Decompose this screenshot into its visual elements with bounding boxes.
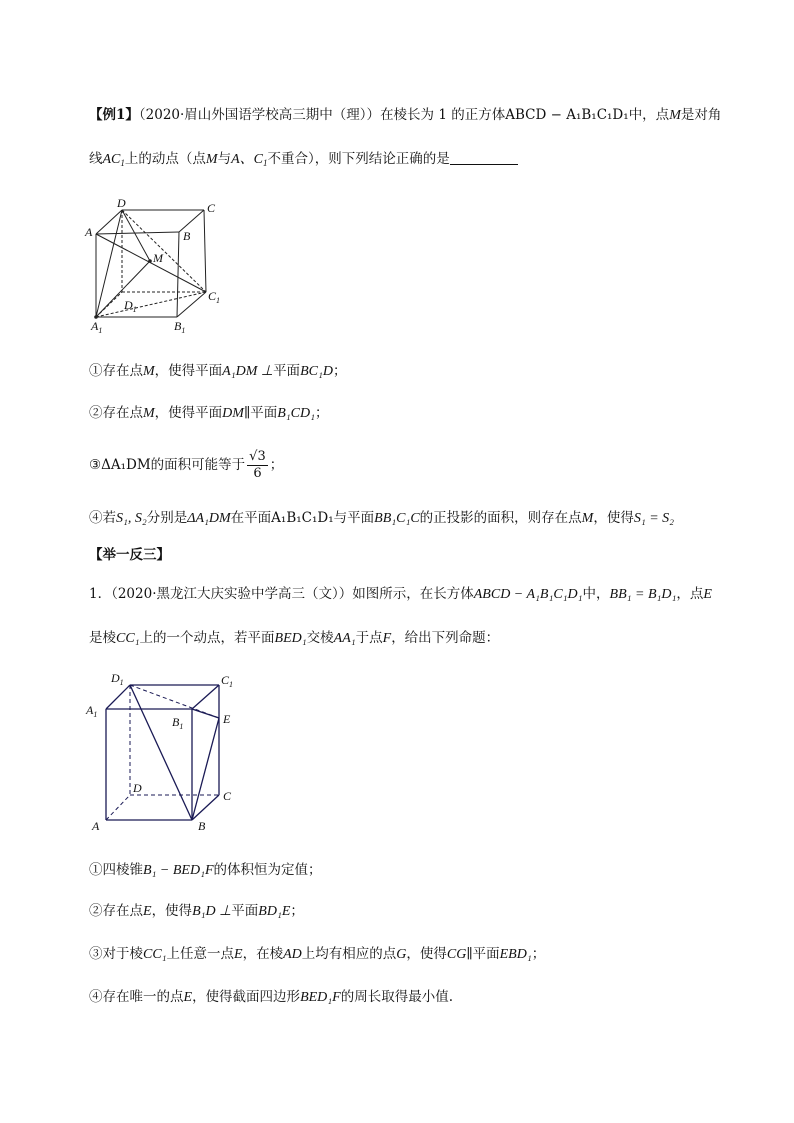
fraction bbox=[247, 449, 268, 482]
hidden-edge bbox=[106, 795, 130, 820]
text: ①存在点 bbox=[89, 363, 143, 379]
label-d1: $D_1$ bbox=[124, 298, 137, 314]
edge bbox=[204, 210, 206, 292]
problem-item-3 bbox=[89, 945, 545, 964]
text: ②存在点 bbox=[89, 903, 143, 919]
example-option-1 bbox=[89, 362, 346, 381]
label-b1: $B_1$ bbox=[174, 319, 186, 335]
math: BED₁F bbox=[300, 990, 341, 1005]
text: 交棱 bbox=[306, 630, 334, 646]
math: M bbox=[143, 364, 155, 379]
text: 平面 bbox=[273, 363, 301, 379]
point-m-dot bbox=[148, 259, 152, 263]
math: E bbox=[703, 587, 712, 602]
text: ，点 bbox=[676, 586, 704, 602]
math: A₁B₁C₁D₁ bbox=[271, 510, 334, 526]
diagonal-bd1 bbox=[130, 685, 192, 820]
edge bbox=[192, 795, 219, 820]
text: ，在棱 bbox=[242, 946, 284, 962]
example-line-2 bbox=[89, 150, 518, 172]
math: M bbox=[143, 406, 155, 421]
text: 在平面 bbox=[230, 510, 272, 526]
diag-ac1: $AC_1$ bbox=[102, 152, 125, 168]
example-tag: 【例1】 bbox=[89, 107, 139, 123]
text: 上的动点（点 bbox=[124, 151, 206, 167]
math: E bbox=[234, 947, 243, 962]
example-line-1 bbox=[89, 106, 721, 125]
edge bbox=[96, 232, 179, 234]
text: A、C bbox=[231, 152, 263, 167]
example-option-4 bbox=[89, 509, 674, 528]
problem-item-2 bbox=[89, 902, 304, 921]
diagonal bbox=[96, 210, 122, 317]
text: AC bbox=[102, 152, 121, 167]
fraction-numerator: √3 bbox=[249, 449, 266, 464]
math: E bbox=[143, 904, 152, 919]
edge bbox=[192, 685, 219, 709]
diagonal bbox=[96, 292, 206, 317]
math: DM bbox=[222, 406, 244, 421]
text: 与平面 bbox=[333, 510, 375, 526]
text: ，使得平面 bbox=[154, 363, 223, 379]
problem-item-1 bbox=[89, 861, 322, 880]
text: 上任意一点 bbox=[166, 946, 235, 962]
text: ①四棱锥 bbox=[89, 862, 143, 878]
label-m: M bbox=[153, 251, 163, 265]
label-a1: $A_1$ bbox=[86, 703, 98, 719]
text: ，使得 bbox=[593, 510, 634, 526]
edge bbox=[106, 685, 130, 709]
math: BED₁ bbox=[274, 631, 307, 646]
text: 上均有相应的点 bbox=[301, 946, 397, 962]
text: ④存在唯一的点 bbox=[89, 989, 184, 1005]
label-d1: $D_1$ bbox=[111, 671, 124, 687]
text: ； bbox=[269, 457, 284, 473]
label-a1: $A_1$ bbox=[91, 319, 103, 335]
text: 与 bbox=[217, 151, 232, 167]
text: 平面 bbox=[231, 903, 259, 919]
example-source: （2020·眉山外国语学校高三期中（理）） bbox=[138, 107, 381, 123]
label-c1: $C_1$ bbox=[208, 289, 221, 305]
text: 不重合），则下列结论正确的是 bbox=[267, 151, 450, 167]
text: ，使得平面 bbox=[154, 405, 223, 421]
label-b1: $B_1$ bbox=[172, 715, 184, 731]
fraction-denominator: 6 bbox=[253, 466, 262, 481]
math: B₁D ⊥ bbox=[192, 904, 232, 919]
text: ； bbox=[531, 946, 546, 962]
math: A₁DM ⊥ bbox=[222, 364, 274, 379]
math: BB₁ = B₁D₁ bbox=[609, 587, 677, 602]
text: ； bbox=[314, 405, 329, 421]
math: BC₁D bbox=[300, 364, 333, 379]
math: S₁ = S₂ bbox=[633, 511, 675, 526]
edge bbox=[177, 232, 179, 317]
diagonal bbox=[122, 210, 206, 292]
example-intro: 在棱长为 1 的正方体 bbox=[380, 107, 506, 123]
text: ④若 bbox=[89, 510, 116, 526]
label-e: E bbox=[223, 712, 231, 726]
text: ； bbox=[332, 363, 347, 379]
text: 平面 bbox=[472, 946, 500, 962]
text: ，使得 bbox=[151, 903, 193, 919]
math: B₁ − BED₁F bbox=[143, 863, 214, 878]
example-option-2 bbox=[89, 404, 328, 423]
edge bbox=[96, 210, 122, 234]
diagonal bbox=[122, 210, 150, 261]
text: 中， bbox=[582, 586, 610, 602]
text: 的体积恒为定值； bbox=[213, 862, 322, 878]
text: ，使得截面四边形 bbox=[192, 989, 301, 1005]
problem-item-4 bbox=[89, 988, 453, 1007]
math: CC₁ bbox=[116, 631, 140, 646]
text: ，使得 bbox=[406, 946, 447, 962]
label-c: C bbox=[223, 789, 232, 803]
text: ②存在点 bbox=[89, 405, 143, 421]
math: BD₁E bbox=[258, 904, 291, 919]
diagonal bbox=[96, 261, 150, 317]
point-m: M bbox=[205, 152, 218, 167]
math: S₁, S₂ bbox=[116, 511, 147, 526]
text: 的正投影的面积，则存在点 bbox=[419, 510, 582, 526]
label-b: B bbox=[183, 229, 191, 243]
math: ΔA₁DM bbox=[101, 457, 151, 473]
answer-blank[interactable] bbox=[450, 151, 518, 165]
example-tail: 是对角 bbox=[680, 107, 722, 123]
math: E bbox=[183, 990, 193, 1005]
text: 是棱 bbox=[89, 630, 116, 646]
text: 的面积可能等于 bbox=[150, 457, 246, 473]
problem-line-1 bbox=[89, 585, 712, 604]
math: M bbox=[581, 511, 594, 526]
label-c: C bbox=[207, 201, 216, 215]
math: CC₁ bbox=[143, 947, 167, 962]
line-be bbox=[192, 718, 219, 820]
math: ΔA₁DM bbox=[187, 511, 231, 526]
label-a: A bbox=[85, 225, 93, 239]
label-d: D bbox=[117, 196, 126, 210]
text: ，给出下列命题： bbox=[391, 630, 500, 646]
example-option-3 bbox=[89, 447, 283, 483]
math: ABCD − A₁B₁C₁D₁ bbox=[473, 587, 583, 602]
math: CG bbox=[446, 947, 467, 962]
text: 线 bbox=[89, 151, 103, 167]
math: BB₁C₁C bbox=[374, 511, 420, 526]
points-a-c: A、$C_1$ bbox=[231, 152, 268, 168]
text: ③ bbox=[89, 457, 102, 473]
math: G bbox=[396, 947, 407, 962]
text: 的周长取得最小值. bbox=[340, 989, 453, 1005]
example-mid: 中，点 bbox=[628, 107, 670, 123]
label-c1: $C_1$ bbox=[221, 673, 234, 689]
text: 分别是 bbox=[146, 510, 188, 526]
label-a: A bbox=[92, 819, 100, 833]
math: AA₁ bbox=[333, 631, 356, 646]
point-m: M bbox=[669, 108, 681, 123]
math: AD bbox=[283, 947, 302, 962]
cube-figure bbox=[82, 196, 232, 336]
math: F bbox=[382, 631, 392, 646]
section-heading: 【举一反三】 bbox=[89, 547, 170, 563]
text: ； bbox=[290, 903, 304, 919]
text: 于点 bbox=[355, 630, 383, 646]
text: 1．（2020·黑龙江大庆实验中学高三（文））如图所示，在长方体 bbox=[89, 586, 474, 602]
example-solid: ABCD − A₁B₁C₁D₁ bbox=[505, 107, 629, 123]
math: EBD₁ bbox=[499, 947, 532, 962]
label-b: B bbox=[198, 819, 206, 833]
label-d: D bbox=[133, 781, 142, 795]
math: B₁CD₁ bbox=[277, 406, 315, 421]
parallel-symbol: ∥ bbox=[466, 946, 473, 962]
text: 上的一个动点，若平面 bbox=[139, 630, 275, 646]
parallel-symbol: ∥ bbox=[243, 405, 251, 421]
text: 平面 bbox=[250, 405, 278, 421]
text: ③对于棱 bbox=[89, 946, 143, 962]
problem-line-2 bbox=[89, 629, 499, 648]
box-figure bbox=[84, 668, 244, 838]
